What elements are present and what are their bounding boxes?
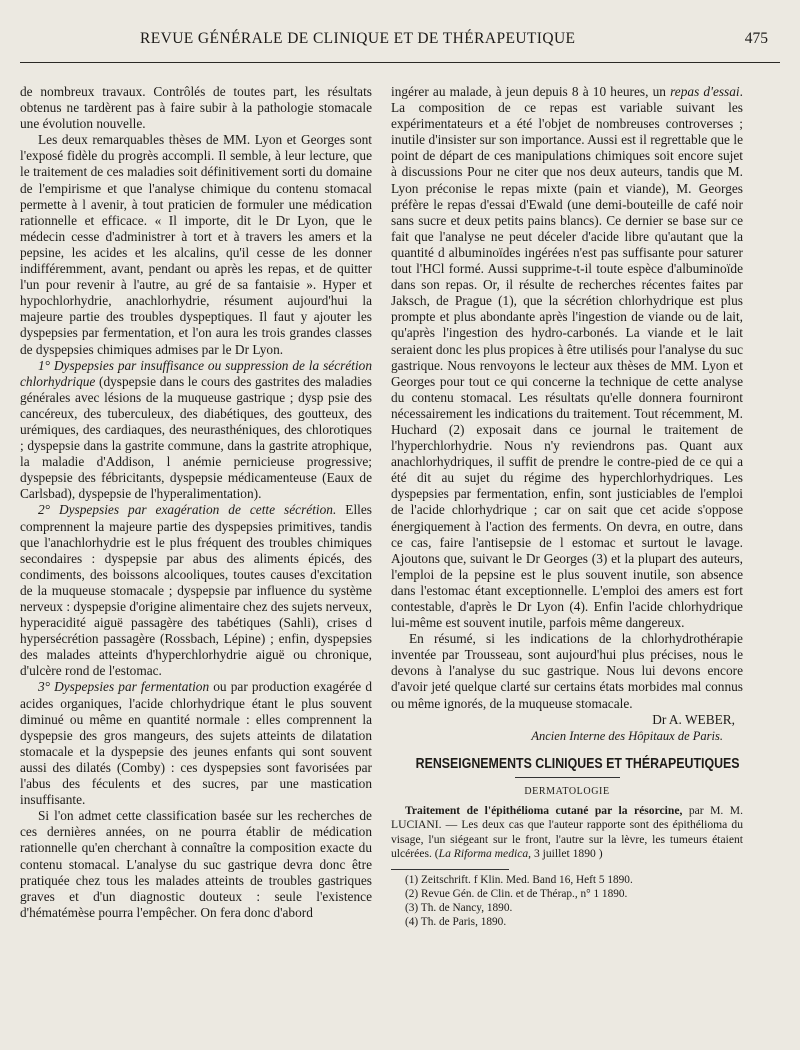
paragraph: En résumé, si les indications de la chlorhydrothérapie inventée par Trousseau, sont aujourd'hui plus précises, nous le devons à l'analyse du suc gastrique. Nous lui devons encore d'avoir jeté quelque clarté sur certains états morbides mal connus ou même ignorés, de la muqueuse stomacale. bbox=[391, 631, 743, 711]
footnote: (3) Th. de Nancy, 1890. bbox=[405, 901, 513, 914]
paragraph: Si l'on admet cette classification basée sur les recherches de ces dernières années, on ne pourra établir de médication rationnelle qu'en cherchant à connaître la composition exacte du contenu stomacal. L'analyse du suc gastrique devra donc être pratiquée chez tous les malades atteints de troubles gastriques graves et d'un diagnostic douteux : seule l'existence d'hématémèse pourra l'empêcher. On fera donc d'abord bbox=[20, 808, 372, 920]
abstract-title: Traitement de l'épithélioma cutané par la résorcine, bbox=[405, 804, 683, 818]
right-column bbox=[391, 84, 743, 929]
abstract bbox=[391, 804, 743, 862]
page-header bbox=[20, 30, 780, 56]
paragraph: de nombreux travaux. Contrôlés de toutes part, les résultats obtenus ne tardèrent pas à faire subir à la pathologie stomacale une évolution nouvelle. bbox=[20, 84, 372, 132]
signature-affiliation: Ancien Interne des Hôpitaux de Paris. bbox=[531, 728, 723, 743]
left-column bbox=[20, 84, 372, 921]
list-heading: 2° Dyspepsies par exagération de cette sécrétion. bbox=[38, 502, 337, 518]
running-title: REVUE GÉNÉRALE DE CLINIQUE ET DE THÉRAPEUTIQUE bbox=[140, 30, 576, 47]
abstract-paragraph: Traitement de l'épithélioma cutané par la résorcine, par M. M. LUCIANI. — Les deux cas que l'auteur rapporte sont des épithélioma du visage, l'un siégeant sur le front, l'autre sur la lèvre, les tumeurs étaient ulcérées. (La Riforma medica, 3 juillet 1890 ) bbox=[391, 804, 743, 861]
list-heading: 1° Dyspepsies par insuffisance ou suppression de la sécrétion chlorhydrique bbox=[20, 357, 372, 389]
paragraph: 3° Dyspepsies par fermentation ou par production exagérée d acides organiques, l'acide chlorhydrique étant le plus souvent diminué ou même en quantité normale : elles comprennent la dyspepsie des gros mangeurs, des sujets atteints de dilatation stomacale et la dyspepsie des jeunes enfants qui sont souvent aussi des dilatés (Comby) : ces dyspepsies sont favorisées par l'abus des féculents et des sucres, par une mastication insuffisante. bbox=[20, 679, 373, 808]
page-number: 475 bbox=[744, 30, 768, 47]
footnote-rule bbox=[391, 869, 509, 870]
paragraph: 1° Dyspepsies par insuffisance ou suppression de la sécrétion chlorhydrique (dyspepsie dans le cours des gastrites des maladies générales avec lésions de la muqueuse gastrique ; dysp psie des cancéreux, des tuberculeux, des diabétiques, des goutteux, des urémiques, des cardiaques, des neurasthéniques, des chlorotiques ; dyspepsie dans la gastrite commune, dans la gastrite atrophique, la maladie d'Addison, l anémie pernicieuse progressive; dyspepsie des fébricitants, dyspepsie médicamenteuse (Eaux de Carlsbad), dyspepsie de l'hyperalimentation). bbox=[20, 357, 372, 502]
footnote: (4) Th. de Paris, 1890. bbox=[405, 915, 507, 928]
header-rule bbox=[20, 62, 780, 63]
list-heading: 3° Dyspepsies par fermentation bbox=[38, 679, 210, 695]
section-subheading: DERMATOLOGIE bbox=[524, 785, 610, 797]
section-title: RENSEIGNEMENTS CLINIQUES ET THÉRAPEUTIQUES bbox=[415, 755, 740, 772]
paragraph: 2° Dyspepsies par exagération de cette sécrétion. Elles comprennent la majeure partie des dyspepsies primitives, tandis que l'anachlorhydrie est le plus fréquent des troubles chimiques secondaires : dyspepsie par abus des aliments épicés, des condiments, des boissons alcooliques, toutes causes d'excitation de la muqueuse stomacale ; dyspepsie par influence du système nerveux : dyspepsie d'origine alimentaire chez des sujets nerveux, hyperacidité aiguë passagère des tabétiques (Sahli), crises d hypersécrétion passagère (Rossbach, Lépine) ; enfin, dyspepsies des malades atteints d'hyperchlorhydrie aiguë ou chronique, d'ulcère rond de l'estomac. bbox=[20, 502, 372, 679]
footnote: (1) Zeitschrift. f Klin. Med. Band 16, Heft 5 1890. bbox=[405, 873, 633, 886]
paragraph: ingérer au malade, à jeun depuis 8 à 10 heures, un repas d'essai. La composition de ce repas est variable suivant les expérimentateurs et a été l'objet de nombreuses controverses ; inutile d'insister sur son importance. Aussi est il regrettable que le point de départ de ces manipulations chimiques soit encore sujet à discussions Pour ne citer que nos deux auteurs, tandis que M. Lyon préconise le repas mixte (pain et viande), M. Georges préfère le repas d'essai d'Ewald (une demi-bouteille de café noir sans sucre et deux petits pains blancs). Ce dernier se base sur ce fait que l'analyse ne peut déceler d'acide libre qu'autant que la quantité d albuminoïdes ingérées n'est pas suffisante pour saturer tout l'HCl formé. Aussi supprime-t-il toute espèce d'albuminoïde dans son repas. Or, il résulte de recherches récentes faites par Jaksch, de Prague (1), que la sécrétion chlorhydrique est plus prompte et plus abondante après l'ingestion de viande ou de lait, qu'après l'ingestion des hydro-carbonés. La viande et le lait seraient donc les plus propices à être utilisés pour l'analyse du suc gastrique. Nous renvoyons le lecteur aux thèses de MM. Lyon et Georges pour tout ce qui concerne la technique de cette analyse du contenu stomacal. Les résultats qu'elle donnera fourniront nécessairement les indications du traitement. Tout récemment, M. Huchard (2) exposait dans ce journal le traitement de l'hyperchlorhydrie. Nous n'y reviendrons pas. Quant aux anachlorhydriques, il suffit de prendre le contre-pied de ce qui a été dit au sujet du régime des hyperchlorhydriques. Les dyspepsies par fermentation, enfin, sont justiciables de l'emploi de l'acide chlorhydrique ; car on sait que cet acide s'oppose énergiquement à l'action des ferments. On devra, en outre, dans ce cas, faire l'antisepsie de l estomac et surtout le lavage. Ajoutons que, suivant le Dr Georges (3) et la plupart des auteurs, l'emploi de la pepsine est le plus souvent inutile, son absence dans l'estomac étant exceptionnelle. L'emploi des amers est fort contestable, d'après le Dr Lyon (4). Enfin l'acide chlorhydrique lui-même est souvent inutile, parfois même dangereux. bbox=[391, 84, 743, 631]
section-divider bbox=[515, 777, 620, 778]
footnotes bbox=[391, 873, 743, 929]
paragraph: Les deux remarquables thèses de MM. Lyon et Georges sont l'exposé fidèle du progrès accompli. Il semble, à leur lecture, que le traitement de ces maladies soit définitivement sorti du domaine de l'empirisme et que l'analyse chimique du contenu stomacal permette à l avenir, à tout praticien de formuler une médication rationnelle et efficace. « Il importe, dit le Dr Lyon, que le médecin cesse d'administrer à tort et à travers les amers et la pepsine, les acides et les alcalins, qu'il cesse de les donner indifféremment, avant, pendant ou après les repas, et de quitter l'un pour revenir à l'autre, au gré de sa fantaisie ». Hyper et hypochlorhydrie, anachlorhydrie, résument aujourd'hui la majeure partie des troubles dyspeptiques. Il faut y ajouter les dyspepsies par fermentation, et l'on aura les trois grandes classes de dyspepsies chimiques admises par le Dr Lyon. bbox=[20, 132, 372, 357]
footnote: (2) Revue Gén. de Clin. et de Thérap., n° 1 1890. bbox=[405, 887, 628, 900]
signature-name: Dr A. WEBER, bbox=[652, 711, 735, 727]
